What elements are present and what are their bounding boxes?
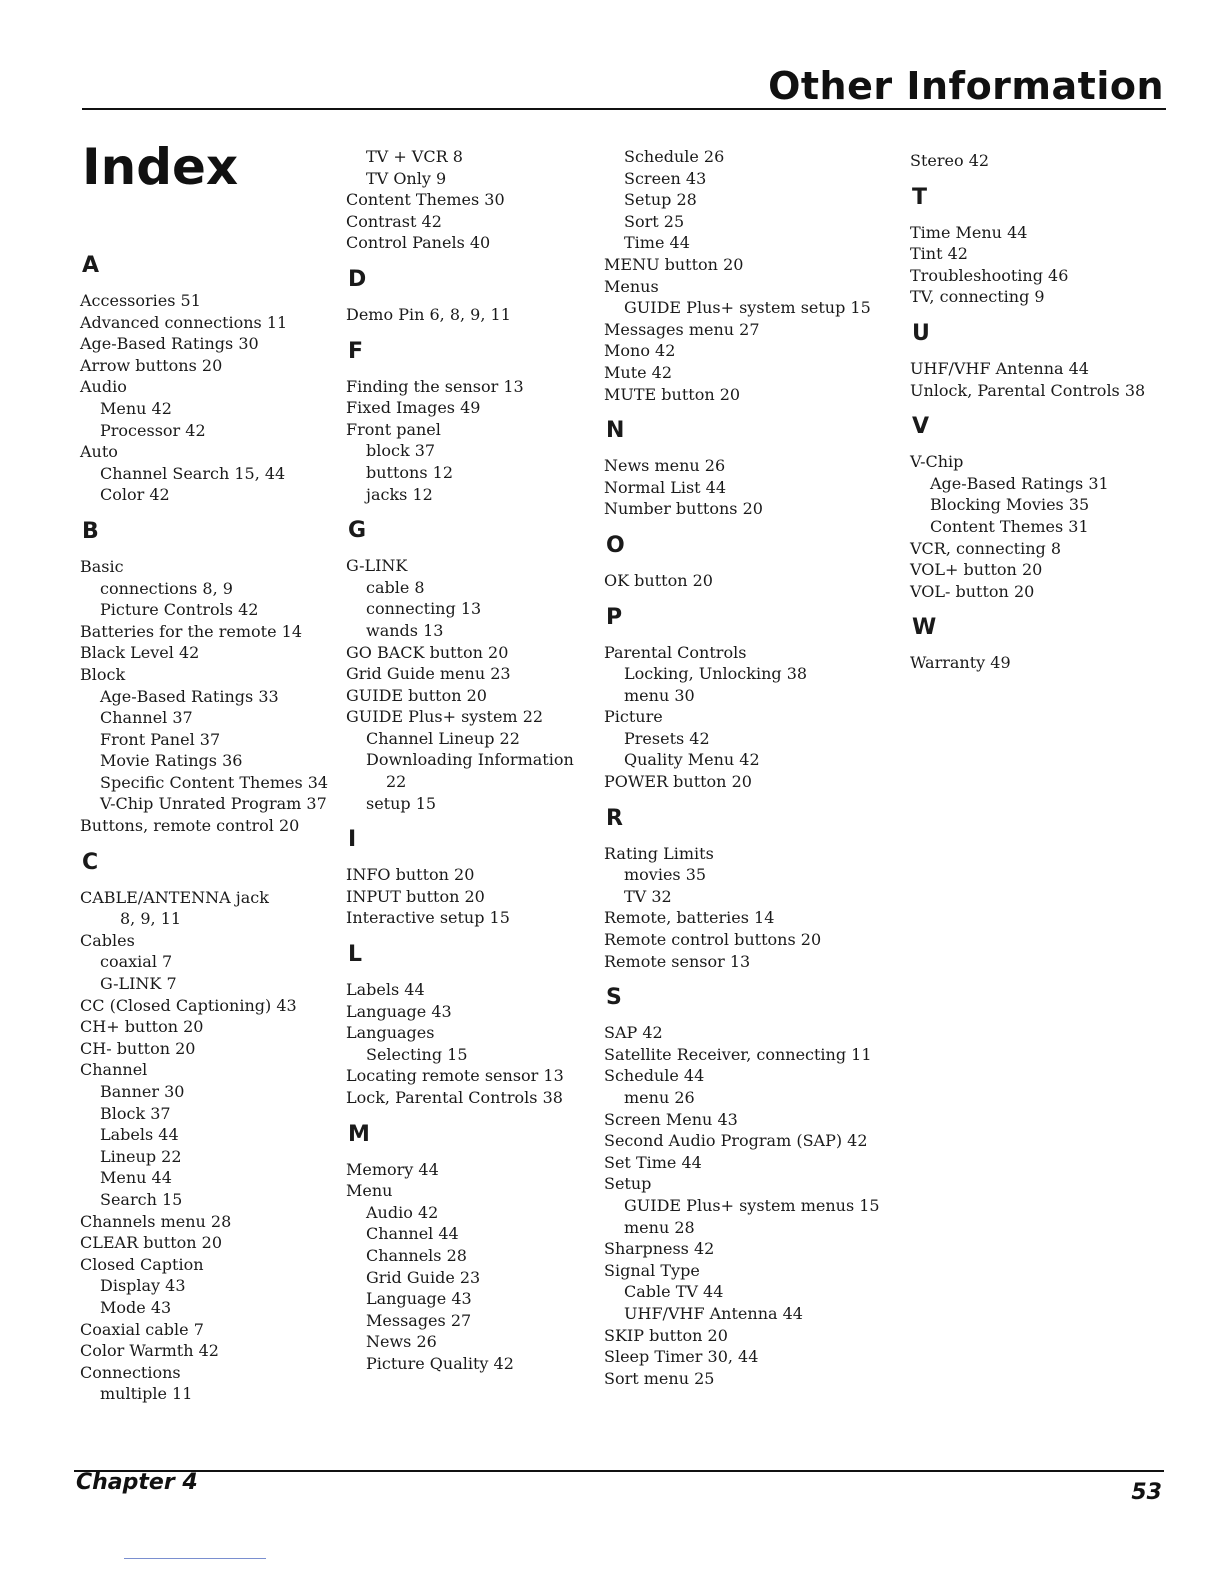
index-entry: Locating remote sensor 13 <box>346 1066 564 1086</box>
scan-mark <box>124 1558 266 1559</box>
index-entry: Demo Pin 6, 8, 9, 11 <box>346 304 511 324</box>
index-subentry: Search 15 <box>100 1189 183 1209</box>
index-entry: VOL- button 20 <box>910 581 1035 601</box>
index-entry: Fixed Images 49 <box>346 398 481 418</box>
index-subentry: G-LINK 7 <box>100 974 177 994</box>
index-entry: Sleep Timer 30, 44 <box>604 1347 759 1367</box>
index-entry: Color Warmth 42 <box>80 1341 219 1361</box>
index-subentry: UHF/VHF Antenna 44 <box>624 1303 803 1323</box>
index-entry: Coaxial cable 7 <box>80 1319 204 1339</box>
index-entry: V-Chip <box>910 452 964 472</box>
index-entry: POWER button 20 <box>604 772 752 792</box>
index-subentry: Menu 44 <box>100 1168 172 1188</box>
index-subentry: Processor 42 <box>100 420 206 440</box>
index-entry: Parental Controls <box>604 642 747 662</box>
index-subentry: 8, 9, 11 <box>120 909 182 929</box>
index-subentry: Messages 27 <box>366 1310 472 1330</box>
index-letter-heading: L <box>348 942 363 968</box>
index-letter-heading: O <box>606 532 625 558</box>
index-entry: Schedule 44 <box>604 1066 705 1086</box>
index-entry: CH+ button 20 <box>80 1017 204 1037</box>
index-entry: Satellite Receiver, connecting 11 <box>604 1044 872 1064</box>
index-letter-heading: P <box>606 604 623 630</box>
index-entry: SKIP button 20 <box>604 1325 728 1345</box>
index-subentry: News 26 <box>366 1332 437 1352</box>
index-entry: Channel <box>80 1060 148 1080</box>
index-entry: MENU button 20 <box>604 254 744 274</box>
index-subentry: Schedule 26 <box>624 147 725 166</box>
index-entry: Content Themes 30 <box>346 190 505 210</box>
index-entry: Batteries for the remote 14 <box>80 621 302 641</box>
index-entry: Remote control buttons 20 <box>604 930 822 950</box>
index-entry: INPUT button 20 <box>346 886 485 906</box>
index-entry: Menus <box>604 276 659 296</box>
index-subentry: multiple 11 <box>100 1384 193 1404</box>
index-letter-heading: B <box>82 518 99 544</box>
index-entry: SAP 42 <box>604 1023 663 1043</box>
index-subentry: Specific Content Themes 34 <box>100 772 329 792</box>
index-subentry: Audio 42 <box>366 1202 439 1222</box>
index-entry: VCR, connecting 8 <box>910 538 1062 558</box>
index-entry: INFO button 20 <box>346 865 475 885</box>
index-subentry: wands 13 <box>366 620 444 640</box>
index-subentry: Color 42 <box>100 485 170 505</box>
index-entry: Sort menu 25 <box>604 1368 715 1388</box>
index-subentry: movies 35 <box>624 865 707 885</box>
index-entry: Advanced connections 11 <box>80 312 288 332</box>
index-entry: Basic <box>80 556 124 576</box>
index-entry: Mono 42 <box>604 341 676 361</box>
index-subentry: Age-Based Ratings 31 <box>930 473 1109 493</box>
index-subentry: Front Panel 37 <box>100 729 221 749</box>
index-entry: Picture <box>604 707 663 727</box>
index-subentry: Presets 42 <box>624 728 710 748</box>
index-entry: CC (Closed Captioning) 43 <box>80 995 297 1015</box>
index-entry: Setup <box>604 1174 652 1194</box>
index-subentry: Grid Guide 23 <box>366 1267 481 1287</box>
index-entry: Lock, Parental Controls 38 <box>346 1088 563 1107</box>
index-subentry: menu 26 <box>624 1088 695 1107</box>
header-rule <box>82 108 1166 110</box>
index-entry: Black Level 42 <box>80 643 200 663</box>
index-letter-heading: G <box>348 518 367 544</box>
index-entry: G-LINK <box>346 556 408 576</box>
index-entry: Languages <box>346 1023 435 1043</box>
index-entry: Remote sensor 13 <box>604 951 751 971</box>
index-subentry: Time 44 <box>624 233 690 253</box>
index-subentry: TV 32 <box>624 886 672 906</box>
index-subentry: menu 30 <box>624 685 695 705</box>
chapter-label: Chapter 4 <box>76 1470 198 1495</box>
index-subentry: coaxial 7 <box>100 952 173 972</box>
index-subentry: Menu 42 <box>100 398 172 418</box>
index-subentry: V-Chip Unrated Program 37 <box>100 794 327 814</box>
index-entry: Control Panels 40 <box>346 233 491 253</box>
index-entry: GUIDE button 20 <box>346 685 487 705</box>
index-subentry: Channels 28 <box>366 1245 467 1265</box>
index-subentry: Picture Controls 42 <box>100 600 259 620</box>
index-entry: Channels menu 28 <box>80 1211 232 1231</box>
index-subentry: jacks 12 <box>366 484 433 504</box>
index-subentry: Content Themes 31 <box>930 516 1089 536</box>
index-subentry: Language 43 <box>366 1289 472 1309</box>
index-letter-heading: T <box>912 184 928 210</box>
index-letter-heading: V <box>912 414 930 440</box>
index-subentry: 22 <box>386 772 407 792</box>
index-entry: Grid Guide menu 23 <box>346 664 511 684</box>
index-entry: CLEAR button 20 <box>80 1233 223 1253</box>
index-subentry: buttons 12 <box>366 462 453 482</box>
index-subentry: setup 15 <box>366 793 437 813</box>
index-entry: Messages menu 27 <box>604 319 760 339</box>
index-subentry: TV + VCR 8 <box>366 147 463 166</box>
index-entry: Normal List 44 <box>604 477 727 497</box>
index-entry: GO BACK button 20 <box>346 642 509 662</box>
index-entry: Interactive setup 15 <box>346 908 510 928</box>
index-column-3 <box>604 146 884 1389</box>
index-entry: Tint 42 <box>910 244 968 264</box>
index-subentry: Lineup 22 <box>100 1146 182 1166</box>
index-entry: Closed Caption <box>80 1254 204 1274</box>
index-subentry: Labels 44 <box>100 1125 179 1145</box>
footer-rule <box>74 1470 1164 1472</box>
index-entry: VOL+ button 20 <box>910 560 1043 580</box>
page-title: Index <box>82 138 239 196</box>
index-letter-heading: N <box>606 418 625 444</box>
index-entry: Arrow buttons 20 <box>80 355 223 375</box>
index-subentry: TV Only 9 <box>366 168 447 188</box>
index-subentry: Banner 30 <box>100 1082 185 1101</box>
index-subentry: cable 8 <box>366 577 425 597</box>
index-subentry: Channel Search 15, 44 <box>100 463 286 483</box>
index-column-4 <box>910 150 1170 674</box>
index-subentry: Cable TV 44 <box>624 1282 724 1302</box>
index-subentry: Movie Ratings 36 <box>100 751 243 771</box>
index-entry: Labels 44 <box>346 980 425 1000</box>
index-entry: Rating Limits <box>604 843 714 863</box>
index-entry: Stereo 42 <box>910 151 990 170</box>
index-entry: Language 43 <box>346 1001 452 1021</box>
index-entry: Mute 42 <box>604 362 673 382</box>
index-letter-heading: U <box>912 320 930 346</box>
index-entry: Remote, batteries 14 <box>604 908 775 928</box>
index-letter-heading: A <box>82 253 100 278</box>
index-subentry: block 37 <box>366 441 436 461</box>
index-subentry: Setup 28 <box>624 190 697 210</box>
index-entry: OK button 20 <box>604 570 713 590</box>
index-letter-heading: S <box>606 985 622 1011</box>
index-entry: Contrast 42 <box>346 211 442 231</box>
index-entry: Buttons, remote control 20 <box>80 816 300 836</box>
index-entry: Sharpness 42 <box>604 1239 715 1259</box>
index-subentry: menu 28 <box>624 1217 695 1237</box>
index-entry: Front panel <box>346 419 441 439</box>
index-entry: CH- button 20 <box>80 1038 196 1058</box>
index-entry: Age-Based Ratings 30 <box>80 334 259 354</box>
index-subentry: Selecting 15 <box>366 1044 468 1064</box>
index-entry: Second Audio Program (SAP) 42 <box>604 1131 868 1151</box>
index-entry: Troubleshooting 46 <box>910 265 1069 285</box>
index-subentry: Picture Quality 42 <box>366 1353 514 1373</box>
index-entry: Audio <box>80 377 127 397</box>
index-subentry: Channel 37 <box>100 708 193 728</box>
index-entry: CABLE/ANTENNA jack <box>80 887 269 907</box>
index-entry: Warranty 49 <box>910 653 1011 673</box>
index-entry: Screen Menu 43 <box>604 1109 738 1129</box>
index-letter-heading: D <box>348 266 367 292</box>
index-subentry: Channel Lineup 22 <box>366 728 520 748</box>
page-number: 53 <box>1131 1480 1162 1505</box>
index-entry: Connections <box>80 1362 181 1382</box>
index-entry: Number buttons 20 <box>604 499 763 519</box>
index-subentry: Quality Menu 42 <box>624 750 760 770</box>
index-subentry: GUIDE Plus+ system menus 15 <box>624 1195 880 1215</box>
index-subentry: connections 8, 9 <box>100 578 233 598</box>
index-subentry: Screen 43 <box>624 168 707 188</box>
index-subentry: Sort 25 <box>624 211 685 231</box>
index-entry: Auto <box>80 442 118 462</box>
index-letter-heading: W <box>912 615 937 641</box>
index-subentry: Age-Based Ratings 33 <box>100 686 279 706</box>
index-subentry: Mode 43 <box>100 1297 172 1317</box>
index-letter-heading: C <box>82 849 99 875</box>
index-letter-heading: I <box>348 827 357 853</box>
index-entry: Cables <box>80 930 135 950</box>
index-entry: Unlock, Parental Controls 38 <box>910 380 1146 400</box>
index-entry: Set Time 44 <box>604 1152 702 1172</box>
index-column-1 <box>80 252 330 1405</box>
index-entry: Finding the sensor 13 <box>346 376 524 396</box>
index-letter-heading: R <box>606 805 623 831</box>
index-subentry: Locking, Unlocking 38 <box>624 664 808 684</box>
index-entry: Time Menu 44 <box>910 222 1028 242</box>
index-entry: TV, connecting 9 <box>910 287 1045 307</box>
index-letter-heading: F <box>348 338 364 364</box>
index-subentry: GUIDE Plus+ system setup 15 <box>624 298 871 318</box>
index-entry: GUIDE Plus+ system 22 <box>346 707 544 727</box>
index-entry: Block <box>80 664 126 684</box>
index-entry: Memory 44 <box>346 1159 439 1179</box>
index-subentry: connecting 13 <box>366 599 482 619</box>
index-column-2 <box>346 146 596 1375</box>
index-subentry: Blocking Movies 35 <box>930 495 1090 515</box>
section-title: Other Information <box>768 64 1164 108</box>
index-entry: MUTE button 20 <box>604 384 741 404</box>
index-entry: Menu <box>346 1181 393 1201</box>
index-subentry: Downloading Information <box>366 750 574 770</box>
index-entry: UHF/VHF Antenna 44 <box>910 358 1089 378</box>
index-subentry: Display 43 <box>100 1276 186 1296</box>
index-entry: Signal Type <box>604 1260 700 1280</box>
index-letter-heading: M <box>348 1121 370 1147</box>
index-entry: Accessories 51 <box>80 291 201 310</box>
index-subentry: Block 37 <box>100 1103 171 1123</box>
index-subentry: Channel 44 <box>366 1224 459 1244</box>
index-entry: News menu 26 <box>604 456 726 476</box>
